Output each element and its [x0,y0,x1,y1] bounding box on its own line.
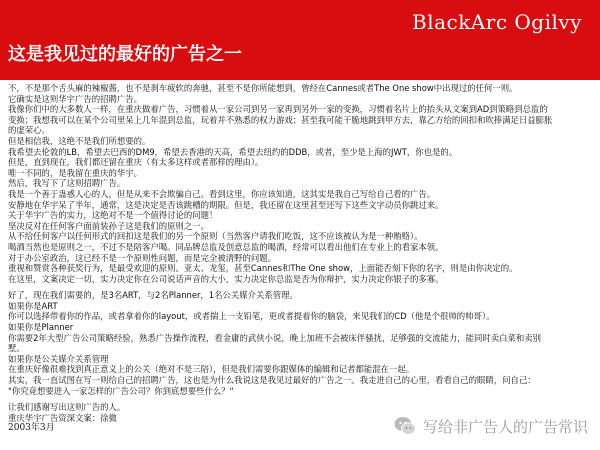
article-line: 墅。 [8,343,25,354]
article-line: 我是一个善于蛊惑人心的人，但是从来不会欺骗自己。看到这里，你应该知道，这其实是我自己写给自己看的广告。 [8,188,436,199]
article-line: 关于华宇广告的实力，这绝对不是一个值得讨论的问题！ [8,210,218,221]
article-line: "你究竟想要进入一家怎样的广告公司？你到底想要些什么？" [8,385,234,396]
signature-author: 重庆华宇广告资深文案：徐微 [8,412,117,423]
watermark [389,412,592,440]
article-line: 如果你是公关媒介关系管理 [8,353,109,364]
article-line: 但是相信我，这绝不是我们所想要的。 [8,135,151,146]
brand-logo: BlackArc Ogilvy [412,10,582,34]
article-line: 然后，我写下了这则招聘广告。 [8,178,126,189]
article-line: 我希望去伦敦的LB，希望去巴西的DM9，希望去香港的天高，希望去纽约的DDB，或者，至少是上海的JWT，你也是的。 [8,146,458,157]
article-line: 在这里，文案决定一切，实力决定你在公司说话声音的大小，实力决定你总监是否为你辩护，实力决定你银子的多寡。 [8,273,444,284]
article-line: 在重庆好像很难找到真正意义上的公关（绝对不是三陪），但是我们需要你跟媒体的编辑和记者都能混在一起。 [8,364,415,375]
article-line: 如果你是ART [8,300,58,311]
watermark-text: 写给非广告人的广告常识 [422,417,588,436]
article-line: 喝酒当然也是原则之一，不过不是陪客户喝。同品牌总监及创意总监的喝酒，经常可以看出他们在专业上的看家本领。 [8,241,444,252]
article-line: 让我们感谢写出这则广告的人。 [8,402,126,413]
article-line: 其实，我一直试图在写一则给自己的招聘广告，这也是为什么我说这是我见过最好的广告之一。我走进自己的心里，看看自己的眼睛，问自己： [8,375,536,386]
article-line: 它确实是这则华宇广告的招聘广告。 [8,93,142,104]
article-line: 变换；我想我可以在某个公司里呆上几年混到总监，玩着并不熟悉的权力游戏；甚至我可能干脆地跳到甲方去，靠乙方给的回扣和吹捧满足日益膨胀 [8,114,553,125]
article-line: 如果你是Planner [8,322,74,333]
article-line: 重视和赞赏各种获奖行为，是最受欢迎的原则。亚太、龙玺，甚至Cannes和The One show，上面能否刻下你的名字，则是由你决定的。 [8,263,518,274]
article-line: 的虚荣心。 [8,125,50,136]
article-line: 从不给任何客户以任何形式的回扣这是我们的另一个原则（当然客户请我们吃饭，这不应该被认为是一种贿赂）。 [8,231,423,242]
article-body [8,83,594,445]
wechat-icon [393,414,417,438]
article-line: 你可以选择带着你的作品，或者拿着你的layout，或者揣上一支铅笔，更或者提着你的脑袋，来见我们的CD（他是个很帅的帅哥）。 [8,311,495,322]
article-line: 安静地在华宇呆了半年，通常，这是决定是否该跳槽的期限。但是，我还留在这里甚至还写下这些文字动员你跳过来。 [8,199,444,210]
signature-date: 2003年3月 [8,423,55,434]
article-line: 唯一不同的，是我留在重庆的华宇。 [8,167,142,178]
article-line: 对于办公室政治，这已经不是一个原则性问题，而是完全被清野的问题。 [8,252,276,263]
article-line: 你需要2年大型广告公司策略经验，熟悉广告操作流程，看金庸的武侠小说，晚上加班不会被床伴骚扰，足够强的交流能力，能同时卖白菜和卖别 [8,332,541,343]
article-line: 不，不是那个舌头麻的辣椒酱，也不是刹车疲软的奔驰，甚至不是你所能想到，曾经在Cannes或者The One show中出现过的任何一则。 [8,83,518,93]
page-title: 这是我见过的最好的广告之一 [8,44,242,65]
article-line: 好了，现在我们需要的，是3名ART，与2名Planner，1名公关媒介关系管理。 [8,290,298,301]
article-lines [8,83,594,413]
article-line: 我像你们中的大多数人一样，在重庆做着广告，习惯着从一家公司到另一家再到另外一家的变换，习惯着名片上的抬头从文案到AD到策略到总监的 [8,104,548,115]
article-line: 坚决反对在任何客户面前装孙子这是我们的原则之一。 [8,220,209,231]
title-banner [0,0,600,80]
article-line: 但是，直到现在，我们都还留在重庆（有太多这样或者那样的理由）。 [8,157,264,168]
